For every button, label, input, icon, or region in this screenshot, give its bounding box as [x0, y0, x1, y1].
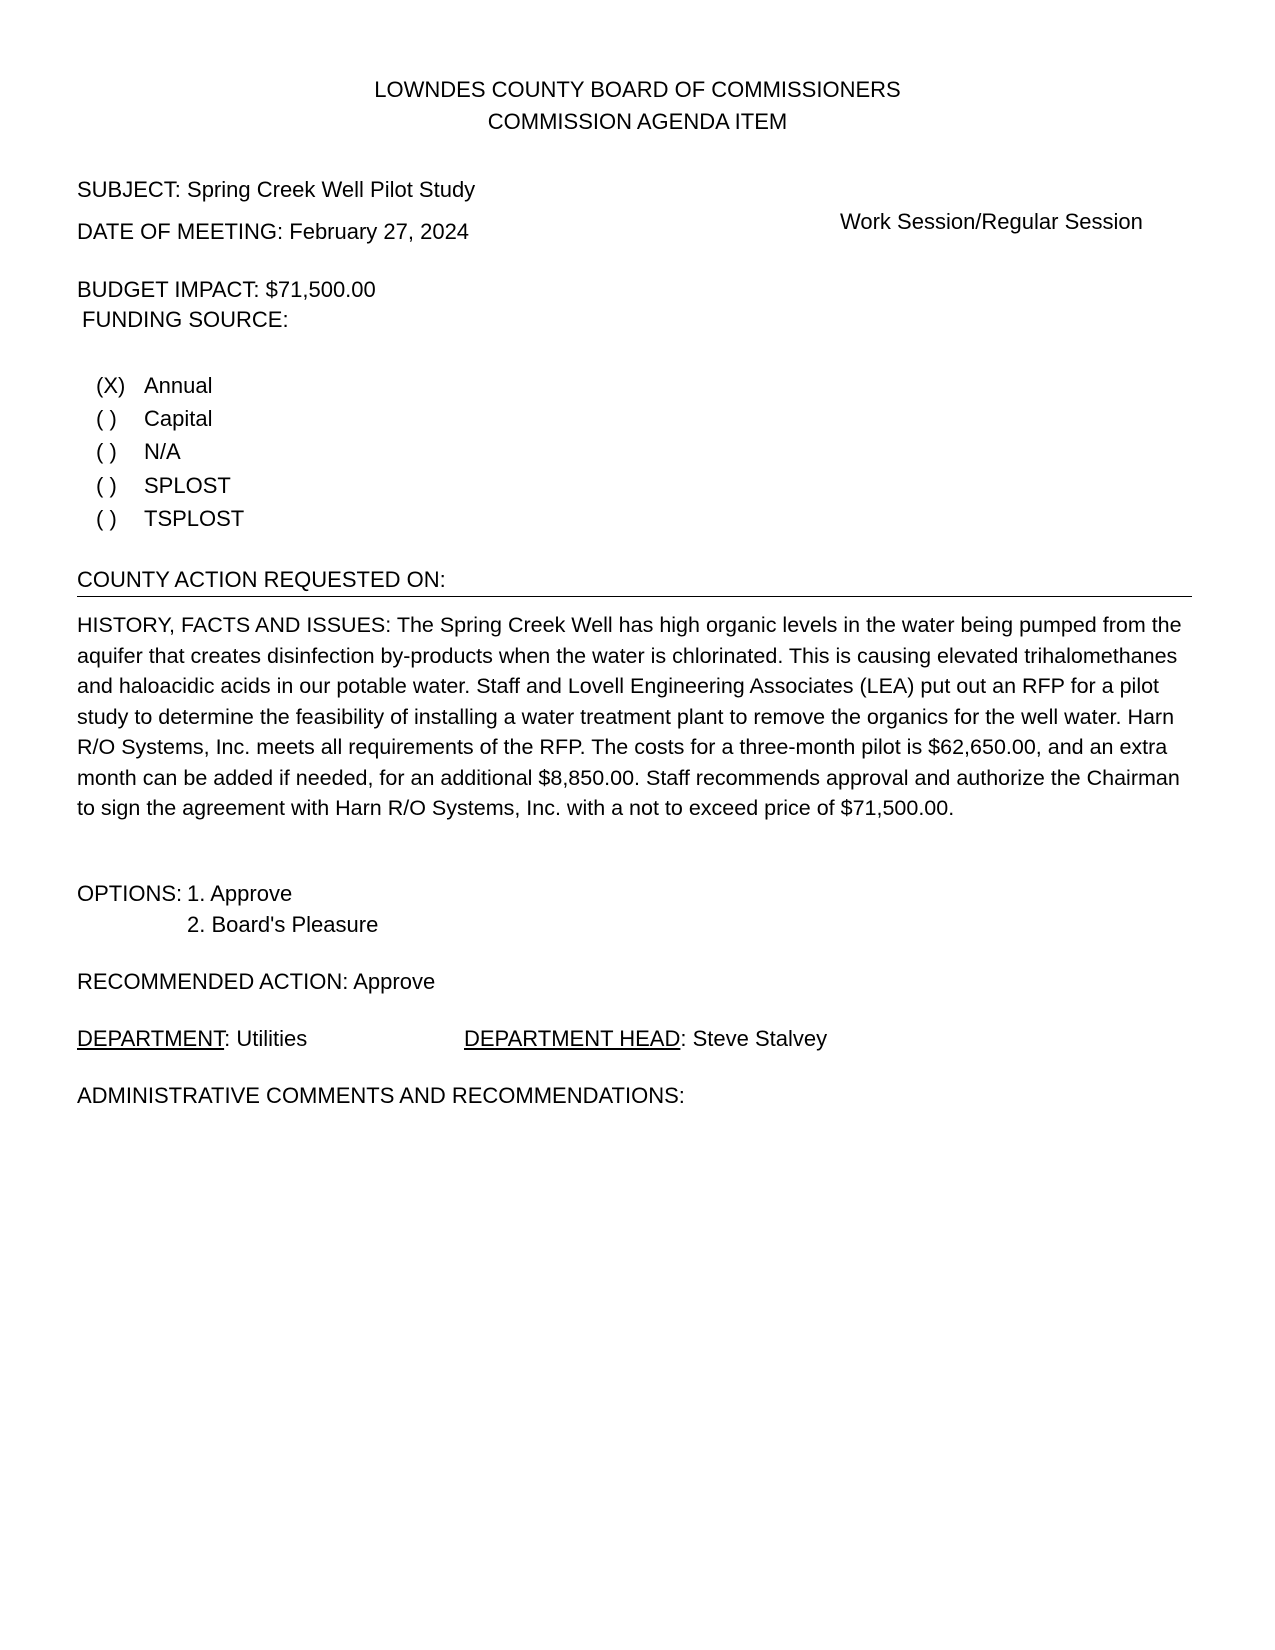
- header-title-line1: LOWNDES COUNTY BOARD OF COMMISSIONERS: [374, 77, 901, 102]
- funding-option-tsplost: [96, 505, 244, 534]
- funding-option-mark: ( ): [96, 473, 117, 498]
- date-of-meeting: DATE OF MEETING: February 27, 2024: [77, 219, 470, 244]
- funding-option-mark: ( ): [96, 506, 117, 531]
- option-item-1: 1. Approve: [187, 881, 293, 906]
- section-divider: [77, 596, 1192, 597]
- funding-option-mark: (X): [96, 373, 126, 398]
- funding-option-annual: [96, 372, 213, 401]
- funding-option-splost: [96, 472, 231, 501]
- funding-option-label: SPLOST: [144, 473, 231, 498]
- funding-source-label: FUNDING SOURCE:: [82, 307, 289, 332]
- department: [77, 1025, 307, 1054]
- funding-option-label: Capital: [144, 406, 213, 431]
- budget-impact: BUDGET IMPACT: $71,500.00: [77, 277, 376, 302]
- funding-option-label: N/A: [144, 439, 181, 464]
- funding-option-capital: [96, 405, 212, 434]
- subject: SUBJECT: Spring Creek Well Pilot Study: [77, 177, 476, 202]
- county-action-requested: COUNTY ACTION REQUESTED ON:: [77, 567, 446, 592]
- administrative-comments: ADMINISTRATIVE COMMENTS AND RECOMMENDATIONS:: [77, 1083, 685, 1108]
- funding-option-label: Annual: [144, 373, 213, 398]
- recommended-action: RECOMMENDED ACTION: Approve: [77, 969, 436, 994]
- department-label: DEPARTMENT: [77, 1026, 225, 1051]
- history-facts-issues: HISTORY, FACTS AND ISSUES: The Spring Creek Well has high organic levels in the water being pumped from the aquifer that creates disinfection by-products when the water is chlorinated. This is causing elevated trihalomethanes and haloacidic acids in our potable water. Staff and Lovell Engineering Associates (LEA) put out an RFP for a pilot study to determine the feasibility of installing a water treatment plant to remove the organics for the well water. Harn R/O Systems, Inc. meets all requirements of the RFP. The costs for a three-month pilot is $62,650.00, and an extra month can be added if needed, for an additional $8,850.00. Staff recommends approval and authorize the Chairman to sign the agreement with Harn R/O Systems, Inc. with a not to exceed price of $71,500.00.: [77, 613, 1182, 820]
- session-type: Work Session/Regular Session: [840, 209, 1143, 234]
- department-value: : Utilities: [224, 1026, 308, 1051]
- funding-option-mark: ( ): [96, 406, 117, 431]
- funding-option-mark: ( ): [96, 439, 117, 464]
- department-head: [464, 1025, 827, 1054]
- department-head-label: DEPARTMENT HEAD: [464, 1026, 681, 1051]
- option-item-2: 2. Board's Pleasure: [187, 912, 379, 937]
- header-title-line2: COMMISSION AGENDA ITEM: [487, 109, 788, 134]
- funding-option-label: TSPLOST: [144, 506, 245, 531]
- funding-option-na: [96, 438, 181, 467]
- options-label: OPTIONS:: [77, 881, 183, 906]
- department-head-value: : Steve Stalvey: [680, 1026, 828, 1051]
